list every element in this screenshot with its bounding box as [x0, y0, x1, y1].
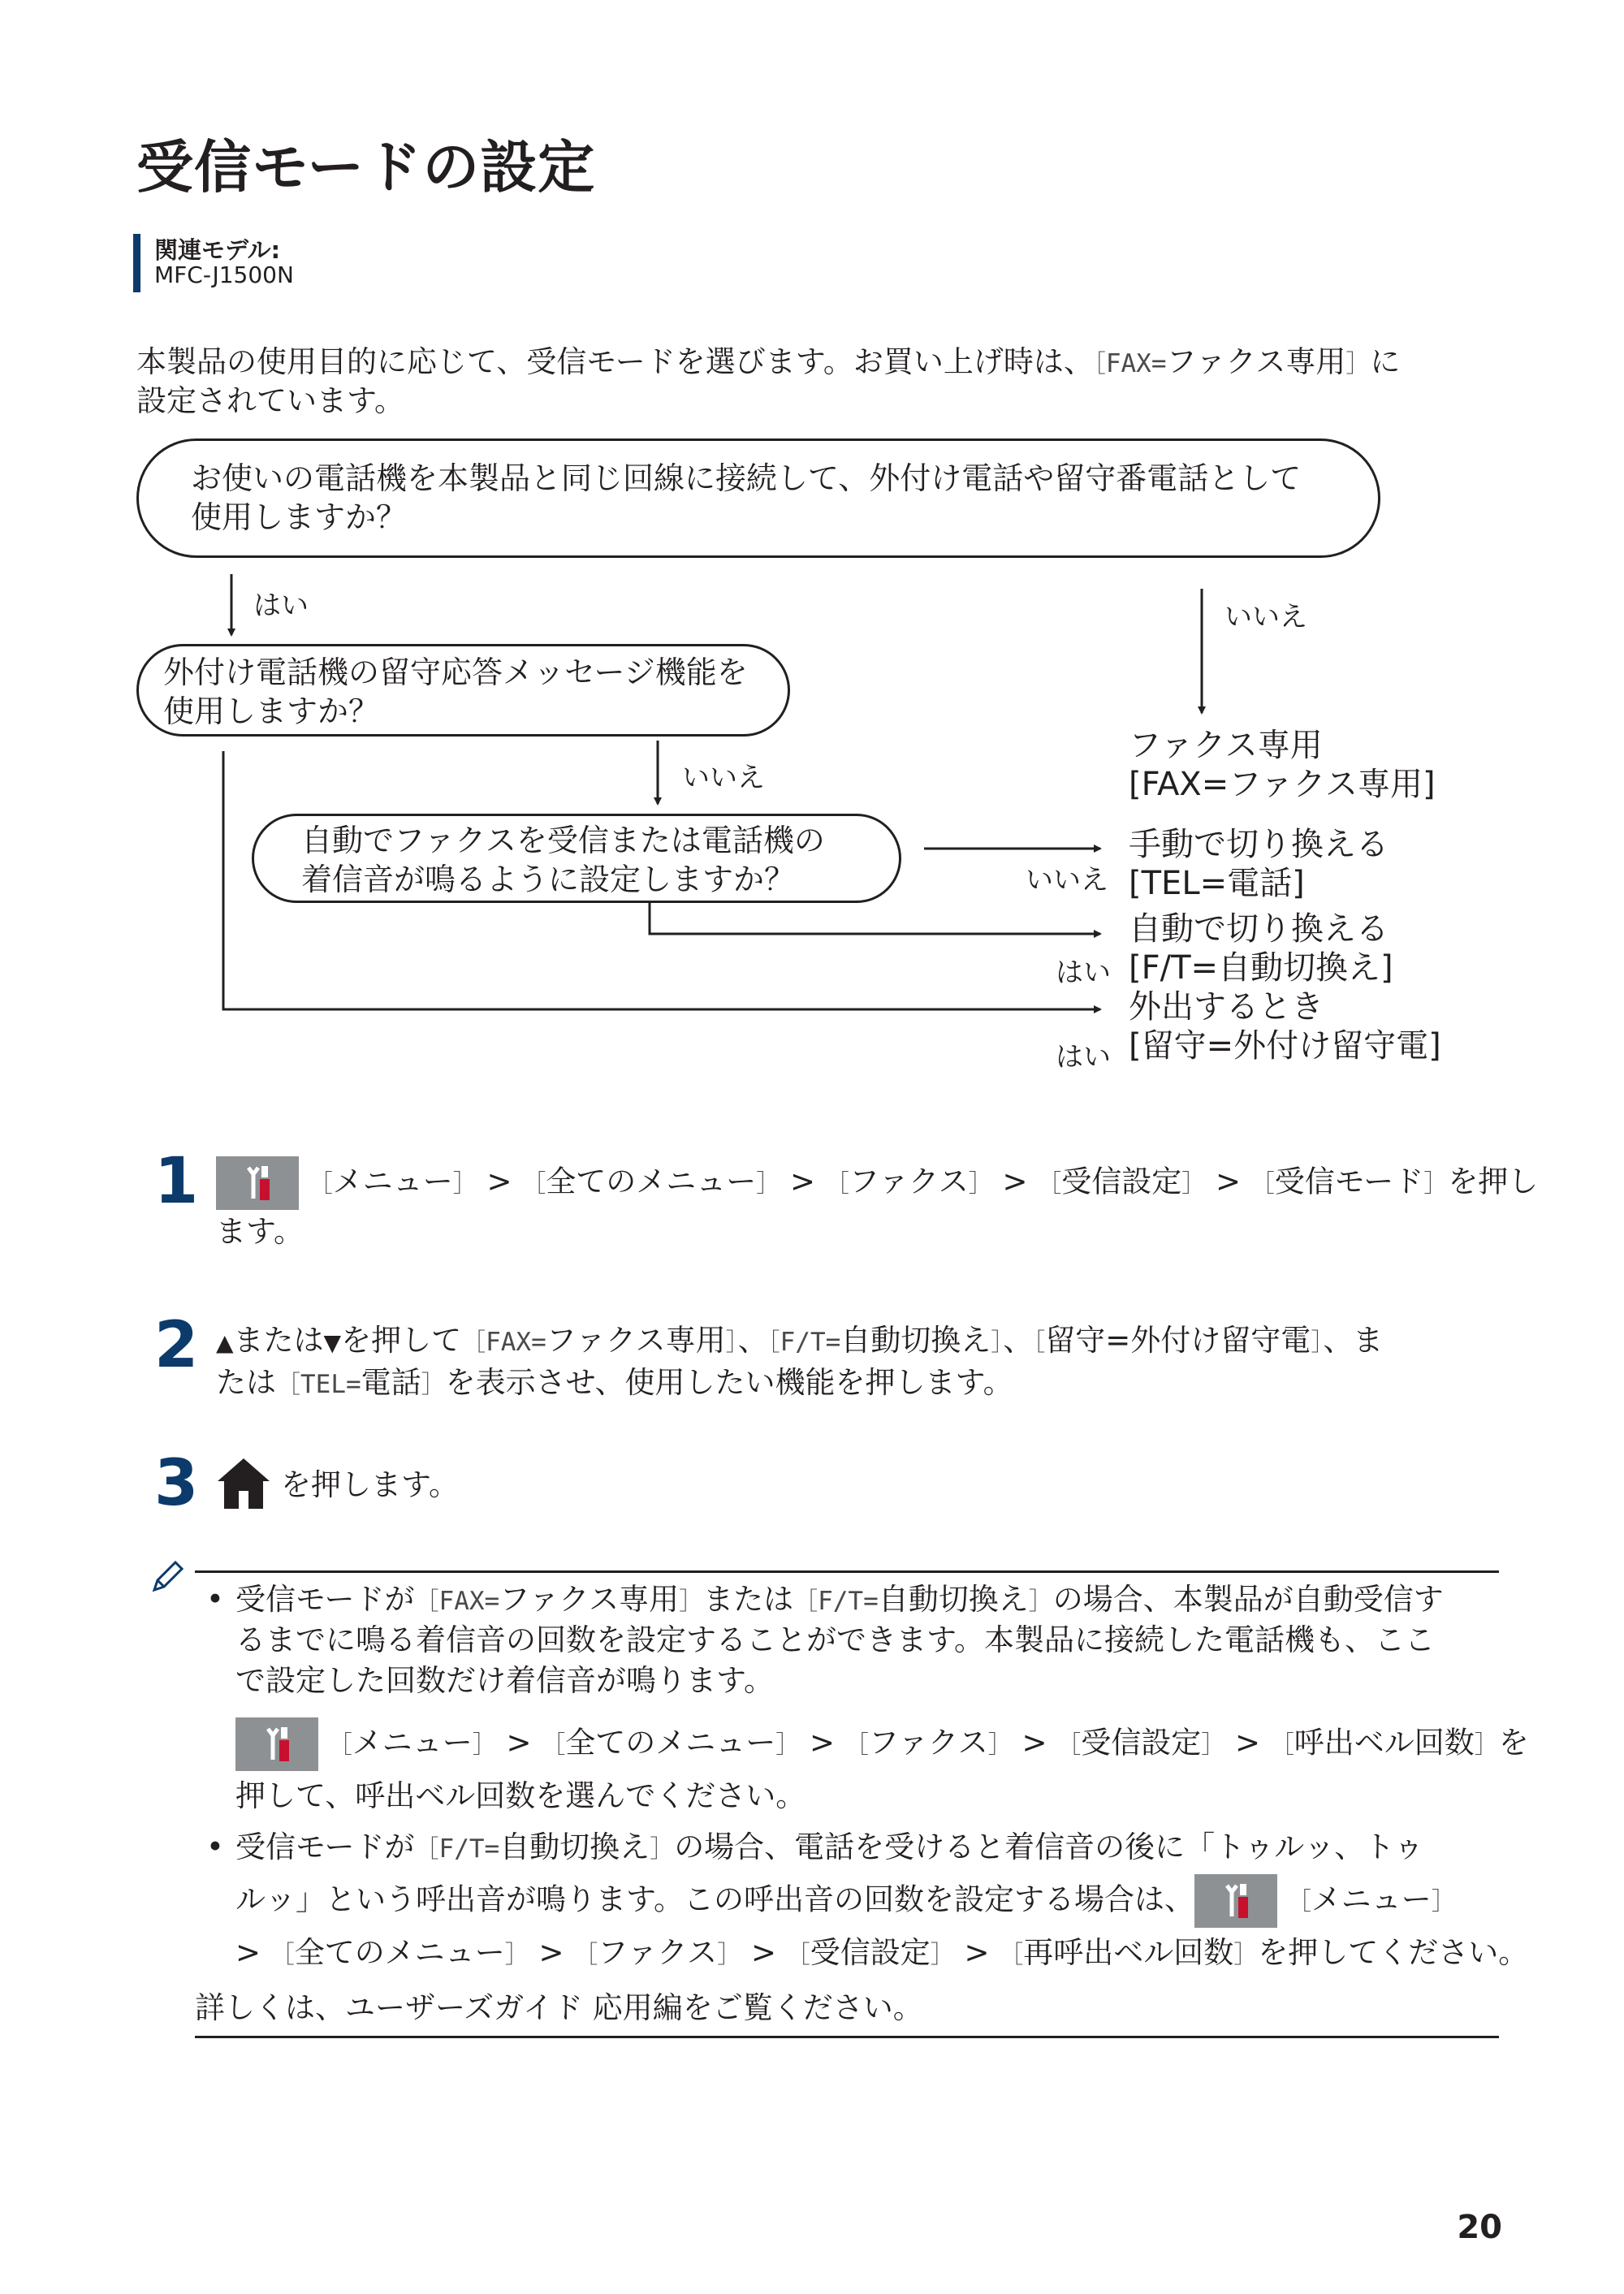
rx-settings-label: 受信設定 [1061, 1164, 1182, 1199]
note-bullet-1-line-2: るまでに鳴る着信音の回数を設定することができます。本製品に接続した電話機も、ここ [235, 1622, 1436, 1657]
label-yes: はい [1056, 1041, 1111, 1074]
tad-mode: 留守=外付け留守電 [1045, 1323, 1311, 1358]
ft-code: F/T= [818, 1587, 879, 1616]
step-2-text: を押して [341, 1323, 462, 1358]
intro-text: 本製品の使用目的に応じて、受信モードを選びます。お買い上げ時は、 [136, 344, 1094, 379]
result-manual [1129, 825, 1389, 903]
step-2-text: 、ま [1323, 1323, 1384, 1358]
note-bottom-rule [195, 2036, 1499, 2038]
intro-line-2: 設定されています。 [136, 383, 405, 418]
result-away-code: [留守=外付け留守電] [1129, 1027, 1441, 1065]
label-no: いいえ [682, 762, 765, 794]
tel-code: TEL= [300, 1370, 361, 1399]
note-sub-line-1: ［メニュー］ > ［全てのメニュー］ > ［ファクス］ > ［受信設定］ > ［呼出ベル回数］を [235, 1717, 1529, 1771]
label-no: いいえ [1224, 601, 1307, 633]
intro-line-1: 本製品の使用目的に応じて、受信モードを選びます。お買い上げ時は、［FAX=ファクス専用］に [136, 344, 1401, 379]
step-1-text: を押し [1448, 1164, 1539, 1199]
step-2-line-1: ▲または▼を押して［FAX=ファクス専用］、［F/T=自動切換え］、［留守=外付け留守電］、ま [216, 1323, 1384, 1358]
result-manual-title: 手動で切り換える [1129, 826, 1389, 863]
fax-only-mode: ファクス専用 [499, 1582, 680, 1617]
ft-mode: 自動切換え [499, 1830, 650, 1864]
question-box-3 [252, 814, 901, 903]
step-2-text: を表示させ、使用したい機能を押します。 [445, 1365, 1013, 1400]
all-menu-label: 全てのメニュー [565, 1725, 776, 1760]
result-away [1129, 987, 1441, 1065]
menu-label: メニュー [332, 1164, 453, 1199]
step-2-text: または [233, 1323, 324, 1358]
question-2-text: 使用しますか？ [163, 693, 380, 729]
settings-tools-icon[interactable] [235, 1717, 318, 1771]
related-models-label: 関連モデル: [154, 236, 281, 264]
rx-mode-label: 受信モード [1274, 1164, 1424, 1199]
re-ring-label: 再呼出ベル回数 [1023, 1935, 1234, 1970]
settings-tools-icon[interactable] [1194, 1874, 1277, 1928]
label-yes: はい [253, 590, 309, 622]
note-bullet-2-line-2: ルッ」という呼出音が鳴ります。この呼出音の回数を設定する場合は、 ［メニュー］ [235, 1874, 1456, 1928]
result-auto-code: [F/T=自動切換え] [1129, 949, 1393, 987]
fax-label: ファクス [849, 1164, 969, 1199]
question-2-text: 外付け電話機の留守応答メッセージ機能を [163, 655, 748, 690]
ft-mode: 自動切換え [840, 1323, 991, 1358]
note-text: 受信モードが [235, 1830, 415, 1864]
result-manual-code: [TEL=電話] [1129, 865, 1305, 902]
ft-code: F/T= [438, 1834, 500, 1864]
note-bullet-1-line-1: 受信モードが［FAX=ファクス専用］または［F/T=自動切換え］の場合、本製品が自動受信す [235, 1582, 1444, 1617]
question-3-text: 着信音が鳴るように設定しますか？ [301, 862, 796, 897]
question-1-text: お使いの電話機を本製品と同じ回線に接続して、外付け電話や留守番電話として [191, 460, 1302, 496]
step-number-1: 1 [154, 1145, 199, 1218]
all-menu-label: 全てのメニュー [546, 1164, 757, 1199]
step-2-text: たは [216, 1365, 276, 1400]
bullet-icon: • [206, 1830, 224, 1864]
label-no: いいえ [1026, 864, 1108, 896]
fax-code: FAX= [486, 1328, 546, 1357]
fax-code: FAX= [438, 1587, 500, 1616]
fax-label: ファクス [868, 1725, 988, 1760]
note-sub-line-2: 押して、呼出ベル回数を選んでください。 [235, 1778, 806, 1813]
note-text: の場合、電話を受けると着信音の後に「トゥルッ、トゥ [674, 1830, 1424, 1864]
settings-tools-icon[interactable] [216, 1156, 299, 1210]
result-fax-only-title: ファクス専用 [1129, 727, 1323, 764]
result-away-title: 外出するとき [1129, 988, 1324, 1026]
question-3-text: 自動でファクスを受信または電話機の [301, 823, 825, 858]
up-arrow-icon: ▲ [216, 1329, 234, 1356]
step-1-line-1: ［メニュー］ > ［全てのメニュー］ > ［ファクス］ > ［受信設定］ > ［受信モード］を押し [216, 1156, 1538, 1210]
result-auto-title: 自動で切り換える [1129, 910, 1389, 948]
note-bullet-2-line-3: > ［全てのメニュー］ > ［ファクス］ > ［受信設定］ > ［再呼出ベル回数］を押してください。 [235, 1935, 1529, 1970]
page-number: 20 [1457, 2209, 1502, 2246]
note-bullet-2-line-1: 受信モードが［F/T=自動切換え］の場合、電話を受けると着信音の後に「トゥルッ、トゥ [235, 1830, 1424, 1864]
ft-code: F/T= [780, 1328, 841, 1357]
question-box-2 [136, 644, 790, 737]
result-fax-only-code: [FAX=ファクス専用] [1129, 766, 1436, 803]
step-number-2: 2 [154, 1309, 199, 1382]
ring-delay-label: 呼出ベル回数 [1294, 1725, 1475, 1760]
question-1-text: 使用しますか？ [191, 499, 408, 535]
intro-text: に [1370, 344, 1401, 379]
note-text: を [1498, 1725, 1529, 1760]
intro-fax-code: FAX= [1105, 349, 1167, 378]
note-text: の場合、本製品が自動受信す [1052, 1582, 1444, 1617]
ft-mode: 自動切換え [878, 1582, 1029, 1617]
step-2-line-2: たは［TEL=電話］を表示させ、使用したい機能を押します。 [216, 1365, 1013, 1400]
model-name: MFC-J1500N [154, 261, 294, 288]
note-text: を押してください。 [1258, 1935, 1529, 1970]
fax-label: ファクス [598, 1935, 718, 1970]
result-auto [1129, 909, 1393, 987]
arrow-q3-yes [650, 903, 1100, 934]
note-bullet-1-line-3: で設定した回数だけ着信音が鳴ります。 [235, 1663, 775, 1698]
intro-fax-mode: ファクス専用 [1166, 344, 1346, 379]
note-text: ルッ」という呼出音が鳴ります。この呼出音の回数を設定する場合は、 [235, 1881, 1195, 1917]
fax-only-mode: ファクス専用 [546, 1323, 726, 1358]
page-title: 受信モードの設定 [136, 134, 596, 201]
menu-label: メニュー [1311, 1881, 1432, 1917]
note-top-rule [195, 1570, 1499, 1573]
down-arrow-icon: ▼ [323, 1329, 342, 1356]
pencil-icon [148, 1557, 187, 1600]
all-menu-label: 全てのメニュー [294, 1935, 505, 1970]
note-text: または [703, 1582, 794, 1617]
home-icon[interactable] [214, 1454, 273, 1515]
menu-label: メニュー [352, 1725, 473, 1760]
result-fax-only [1129, 726, 1436, 804]
bullet-icon: • [206, 1582, 224, 1617]
note-details: 詳しくは、ユーザーズガイド 応用編をご覧ください。 [195, 1990, 923, 2025]
label-yes: はい [1056, 957, 1111, 989]
tel-mode: 電話 [361, 1365, 421, 1400]
step-number-3: 3 [154, 1447, 199, 1520]
question-box-1 [136, 438, 1380, 558]
step-1-line-2: ます。 [216, 1214, 304, 1249]
note-text: 受信モードが [235, 1582, 415, 1617]
step-3-text: を押します。 [281, 1467, 460, 1502]
rx-settings-label: 受信設定 [1081, 1725, 1202, 1760]
rx-settings-label: 受信設定 [810, 1935, 931, 1970]
